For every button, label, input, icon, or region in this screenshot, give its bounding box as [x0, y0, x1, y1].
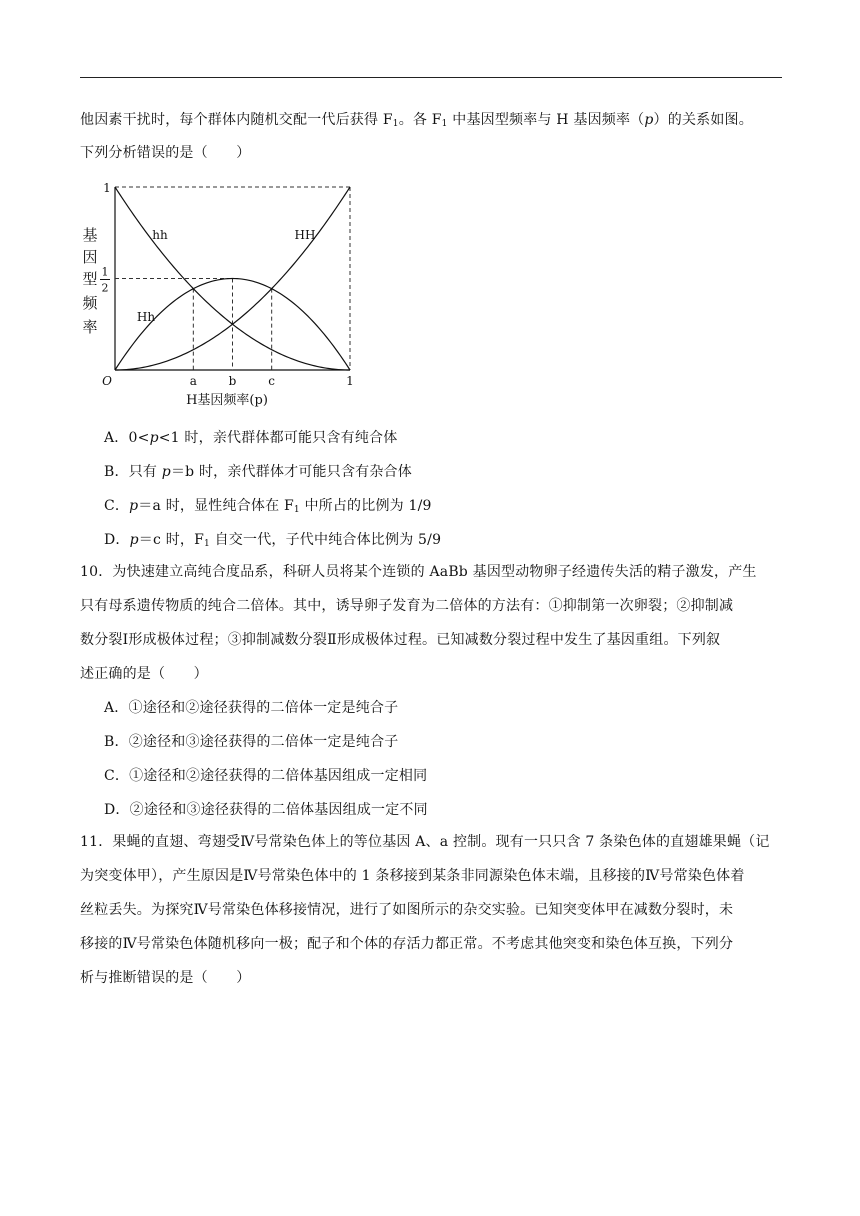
subscript: 1 [293, 505, 300, 515]
intro-text: ）的关系如图。 [653, 112, 753, 128]
intro-text: 中基因型频率与 H 基因频率（ [447, 112, 645, 128]
subscript: 1 [204, 539, 210, 549]
chart-labels [82, 181, 353, 408]
y-tick-label: 1 [101, 265, 109, 279]
x-tick-label: O [102, 374, 112, 388]
series-label-Hh: Hh [136, 310, 156, 324]
option-text: ＝a 时，显性纯合体在 F [138, 498, 294, 514]
intro-line-1 [80, 110, 753, 134]
q9-option-a[interactable] [104, 428, 397, 448]
subscript: 1 [441, 119, 448, 129]
option-text: ＝b 时，亲代群体才可能只含有杂合体 [170, 464, 412, 480]
option-label: A． [104, 430, 129, 446]
option-text: ＝c 时，F [138, 532, 205, 548]
variable-p: p [129, 532, 139, 548]
q9-option-d[interactable] [104, 530, 441, 554]
subscript: 1 [392, 119, 399, 129]
y-axis-label-char: 频 [82, 294, 98, 312]
x-tick-label: a [189, 374, 197, 388]
option-label: B． [104, 464, 129, 480]
q11-stem-line-2: 为突变体甲），产生原因是Ⅳ号常染色体中的 1 条移接到某条非同源染色体末端，且移接的Ⅳ号常染色体着 [80, 868, 745, 884]
intro-text: 。各 F [398, 112, 442, 128]
q9-option-b[interactable] [104, 462, 412, 482]
y-tick-label: 2 [101, 281, 109, 295]
q11-stem-line-3: 丝粒丢失。为探究Ⅳ号常染色体移接情况，进行了如图所示的杂交实验。已知突变体甲在减数分裂时，未 [80, 902, 734, 918]
q10-option-a[interactable]: A．①途径和②途径获得的二倍体一定是纯合子 [104, 700, 399, 716]
y-axis-label-char: 基 [82, 226, 98, 244]
x-tick-label: 1 [346, 374, 354, 388]
option-text: 只有 [128, 464, 162, 480]
q11-stem-line-5: 析与推断错误的是（ ） [80, 970, 251, 986]
q9-option-c[interactable] [104, 496, 432, 520]
option-text: <1 时，亲代群体都可能只含有纯合体 [158, 430, 398, 446]
option-text: 自交一代，子代中纯合体比例为 5/9 [209, 532, 442, 548]
intro-line-2: 下列分析错误的是（ ） [80, 145, 251, 161]
series-label-hh: hh [152, 228, 168, 242]
variable-p: p [129, 498, 139, 514]
option-text: 中所占的比例为 1/9 [299, 498, 432, 514]
x-tick-label: c [268, 374, 276, 388]
series-label-HH: HH [294, 228, 316, 242]
option-text: 0< [128, 430, 150, 446]
intro-text: 他因素干扰时，每个群体内随机交配一代后获得 F [80, 112, 393, 128]
variable-p: p [644, 112, 654, 128]
q10-stem-line-2: 只有母系遗传物质的纯合二倍体。其中，诱导卵子发育为二倍体的方法有：①抑制第一次卵裂；②抑制减 [80, 598, 734, 614]
q10-stem-line-3: 数分裂Ⅰ形成极体过程；③抑制减数分裂Ⅱ形成极体过程。已知减数分裂过程中发生了基因重组。下列叙 [80, 632, 721, 648]
y-axis-label-char: 型 [82, 270, 98, 288]
y-axis-label-char: 率 [82, 318, 98, 336]
option-label: C． [104, 498, 130, 514]
variable-p: p [161, 464, 171, 480]
q10-option-b[interactable]: B．②途径和③途径获得的二倍体一定是纯合子 [104, 734, 399, 750]
y-axis-label-char: 因 [82, 248, 98, 266]
genotype-frequency-chart [75, 170, 375, 410]
x-tick-label: b [228, 374, 237, 388]
q10-option-d[interactable]: D．②途径和③途径获得的二倍体基因组成一定不同 [104, 802, 428, 818]
q11-stem-line-4: 移接的Ⅳ号常染色体随机移向一极；配子和个体的存活力都正常。不考虑其他突变和染色体互换，下列分 [80, 936, 734, 952]
option-label: D． [104, 532, 130, 548]
variable-p: p [149, 430, 159, 446]
y-tick-label: 1 [103, 181, 111, 195]
header-rule [80, 77, 782, 78]
x-axis-label: H基因频率(p) [186, 393, 268, 408]
q10-stem-line-4: 述正确的是（ ） [80, 666, 208, 682]
q10-option-c[interactable]: C．①途径和②途径获得的二倍体基因组成一定相同 [104, 768, 428, 784]
q10-stem-line-1: 10．为快速建立高纯合度品系，科研人员将某个连锁的 AaBb 基因型动物卵子经遗传失活的精子激发，产生 [80, 564, 757, 580]
q11-stem-line-1: 11．果蝇的直翅、弯翅受Ⅳ号常染色体上的等位基因 A、a 控制。现有一只只含 7 条染色体的直翅雄果蝇（记 [80, 834, 770, 850]
